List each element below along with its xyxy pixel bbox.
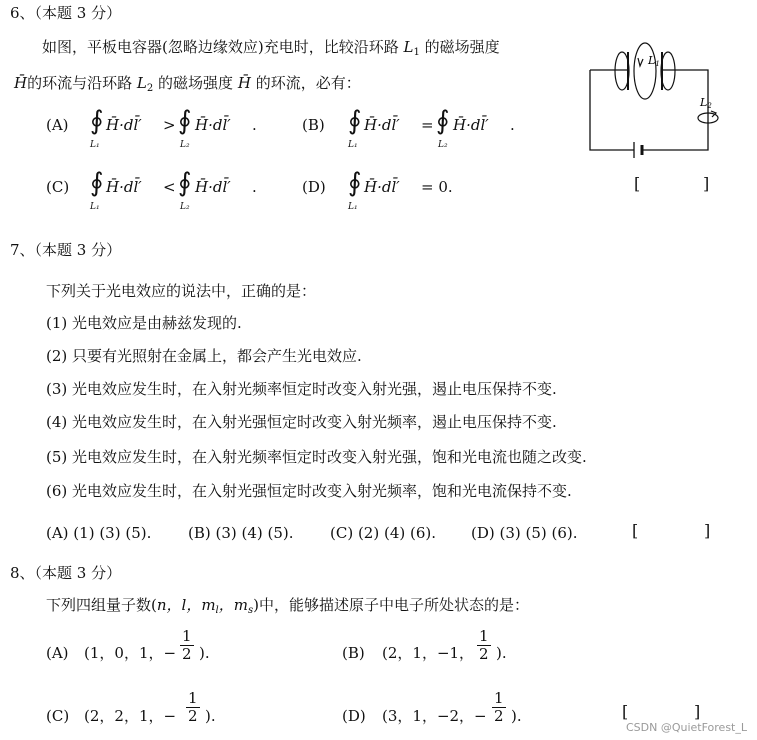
q6-a-left-integrand: H̄·dl̄′	[106, 116, 142, 134]
q6-b-right-path: L₂	[438, 140, 448, 150]
q8-option-c-values: (2，2，1，−	[84, 707, 177, 725]
q8-d-fraction: $\frac{1}{2}$	[494, 689, 504, 725]
contour-integral-icon: ∮	[436, 106, 450, 136]
contour-integral-icon: ∮	[178, 168, 192, 198]
q6-b-right-integrand: H̄·dl̄′	[453, 116, 489, 134]
q8-c-close: ).	[205, 707, 216, 725]
q8-option-b-values: (2，1，−1，	[382, 644, 475, 662]
watermark: CSDN @QuietForest_L	[625, 721, 747, 734]
circuit-wire	[590, 70, 708, 150]
q8-stem: 下列四组量子数(n，l，$m_l$，$m_s$)中，能够描述原子中电子所处状态的是：	[46, 596, 529, 616]
q8-b-close: ).	[496, 644, 507, 662]
q8-option-c-label: (C)	[46, 707, 70, 725]
q7-statement: (1) 光电效应是由赫兹发现的.	[46, 314, 242, 332]
q7-option-c: (C) (2) (4) (6).	[330, 524, 436, 542]
q8-option-d-label: (D)	[342, 707, 366, 725]
contour-integral-icon: ∮	[348, 168, 362, 198]
q6-b-left-path: L₁	[348, 140, 358, 150]
q6-answer-bracket-open: [	[634, 174, 641, 193]
q8-d-close: ).	[511, 707, 522, 725]
figure-label-l2: L2	[700, 96, 712, 110]
q6-option-a-label: (A)	[46, 116, 69, 134]
arrow-icon	[638, 58, 643, 66]
q8-heading: 8、（本题 3 分）	[10, 564, 122, 582]
q7-option-a: (A) (1) (3) (5).	[46, 524, 152, 542]
q6-c-right-integrand: H̄·dl̄′	[195, 178, 231, 196]
q8-answer-bracket-close: ]	[694, 702, 701, 721]
q6-d-integrand: H̄·dl̄′	[364, 178, 400, 196]
q6-d-path: L₁	[348, 202, 358, 212]
q6-c-left-path: L₁	[90, 202, 100, 212]
q6-stem-line2: H̄的环流与沿环路 $L_2$ 的磁场强度 H̄ 的环流，必有：	[14, 74, 361, 94]
q6-b-period: .	[510, 116, 515, 134]
q6-d-equals-zero: = 0.	[421, 178, 453, 196]
q7-answer-bracket-close: ]	[704, 521, 711, 540]
q6-answer-bracket-close: ]	[703, 174, 710, 193]
q6-b-relation: =	[421, 116, 434, 134]
q8-answer-bracket-open: [	[622, 702, 629, 721]
q8-option-d-values: (3，1，−2，−	[382, 707, 487, 725]
q7-statement: (6) 光电效应发生时，在入射光强恒定时改变入射光频率，饱和光电流保持不变.	[46, 482, 572, 500]
q6-c-left-integrand: H̄·dl̄′	[106, 178, 142, 196]
q7-stem: 下列关于光电效应的说法中，正确的是：	[46, 282, 317, 300]
loop-ellipse-right	[661, 52, 675, 90]
q7-statement: (2) 只要有光照射在金属上，都会产生光电效应.	[46, 347, 362, 365]
contour-integral-icon: ∮	[90, 168, 104, 198]
q6-c-right-path: L₂	[180, 202, 190, 212]
q6-option-c-label: (C)	[46, 178, 70, 196]
q6-a-right-path: L₂	[180, 140, 190, 150]
q6-option-d-label: (D)	[302, 178, 326, 196]
capacitor-circuit-figure	[580, 40, 720, 165]
q6-a-relation: >	[163, 116, 176, 134]
contour-integral-icon: ∮	[178, 106, 192, 136]
q6-option-b-label: (B)	[302, 116, 325, 134]
q7-statement: (4) 光电效应发生时，在入射光强恒定时改变入射光频率，遏止电压保持不变.	[46, 413, 557, 431]
q8-a-fraction: $\frac{1}{2}$	[182, 627, 192, 663]
q8-b-fraction: $\frac{1}{2}$	[479, 627, 489, 663]
q6-a-period: .	[252, 116, 257, 134]
loop-ellipse-left	[615, 52, 629, 90]
contour-integral-icon: ∮	[348, 106, 362, 136]
contour-integral-icon: ∮	[90, 106, 104, 136]
q8-option-a-label: (A)	[46, 644, 69, 662]
q6-a-right-integrand: H̄·dl̄′	[195, 116, 231, 134]
q8-a-close: ).	[199, 644, 210, 662]
q6-a-left-path: L₁	[90, 140, 100, 150]
q7-answer-bracket-open: [	[632, 521, 639, 540]
q8-option-b-label: (B)	[342, 644, 365, 662]
q6-b-left-integrand: H̄·dl̄′	[364, 116, 400, 134]
q8-c-fraction: $\frac{1}{2}$	[188, 689, 198, 725]
q6-c-relation: <	[163, 178, 176, 196]
q7-heading: 7、（本题 3 分）	[10, 241, 122, 259]
loop-l1	[634, 43, 656, 99]
q6-c-period: .	[252, 178, 257, 196]
q7-option-d: (D) (3) (5) (6).	[471, 524, 578, 542]
q7-statement: (5) 光电效应发生时，在入射光频率恒定时改变入射光强，饱和光电流也随之改变.	[46, 448, 587, 466]
figure-label-l1: L1	[648, 54, 660, 68]
q7-statement: (3) 光电效应发生时，在入射光频率恒定时改变入射光强，遏止电压保持不变.	[46, 380, 557, 398]
q7-option-b: (B) (3) (4) (5).	[188, 524, 294, 542]
q6-stem-line1: 如图，平板电容器(忽略边缘效应)充电时，比较沿环路 $L_1$ 的磁场强度	[42, 38, 500, 58]
q8-option-a-values: (1，0，1，−	[84, 644, 177, 662]
q6-heading: 6、（本题 3 分）	[10, 4, 122, 22]
